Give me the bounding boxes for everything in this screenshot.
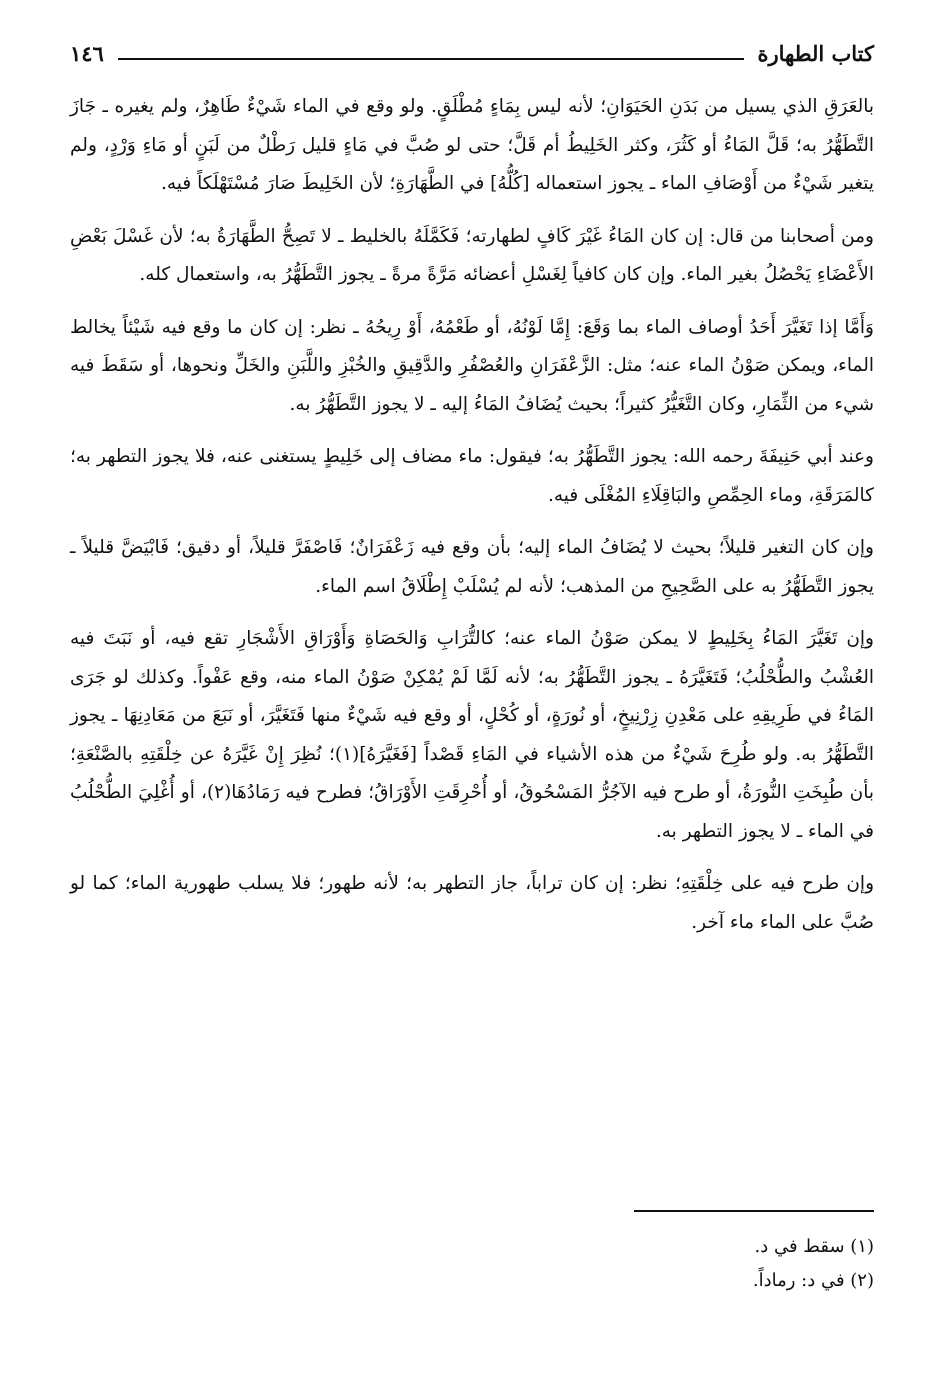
header-rule bbox=[118, 58, 744, 60]
footnotes bbox=[753, 1230, 874, 1298]
footnote: (٢) في د: رماداً. bbox=[752, 1270, 874, 1291]
page-header bbox=[70, 36, 874, 70]
paragraph: وإن كان التغير قليلاً؛ بحيث لا يُضَافُ الماء إليه؛ بأن وقع فيه زَعْفَرَانٌ؛ فَاصْفَرَّ قليلاً، أو دقيق؛ فَابْيَضَّ قليلاً ـ يجوز التَّطَهُّرُ به على الصَّحِيحِ من المذهب؛ لأنه لم يُسْلَبْ إِطْلَاقُ اسم الماء. bbox=[70, 537, 874, 597]
paragraph: وإن تَغَيَّرَ المَاءُ بِخَلِيطٍ لا يمكن صَوْنُ الماء عنه؛ كالتُّرَابِ وَالحَصَاةِ وَأَوْرَاقِ الأَشْجَارِ تقع فيه، أو نَبَتَ فيه العُشْبُ والطُّحْلُبُ؛ فَتَغَيَّرَهُ ـ يجوز التَّطَهُّرُ به؛ لأنه لَمَّا لَمْ يُمْكِنْ صَوْنُ الماء منه، وقع عَفْواً. وكذلك لو جَرَى المَاءُ في طَرِيقِهِ على مَعْدِنِ زِرْنِيخٍ، أو نُورَةٍ، أو كُحْلٍ، أو وقع فيه شَيْءٌ منها فَتَغَيَّرَ، أو نَبَعَ من مَعَادِنِهَا ـ يجوز التَّطَهُّرُ به. ولو طُرِحَ شَيْءٌ من هذه الأشياء في المَاءِ قَصْداً [فَغَيَّرَهُ](١)؛ نُظِرَ إِنْ غَيَّرَهُ عن خِلْقَتِهِ بالصَّنْعَةِ؛ بأن طُبِخَتِ النُّورَةُ، أو طرح فيه الآجُرُّ المَسْحُوقُ، أو أُحْرِقَتِ الأَوْرَاقُ؛ فطرح فيه رَمَادُهَا(٢)، أو أُغْلِيَ الطُّحْلُبُ في الماء ـ لا يجوز التطهر به. bbox=[70, 628, 874, 842]
paragraph: بالعَرَقِ الذي يسيل من بَدَنِ الحَيَوَانِ؛ لأنه ليس بِمَاءٍ مُطْلَقٍ. ولو وقع في الماء شَيْءٌ طَاهِرٌ، ولم يغيره ـ جَازَ التَّطَهُّرُ به؛ قَلَّ المَاءُ أو كَثُرَ، وكثر الخَلِيطُ أم قَلَّ؛ حتى لو صُبَّ في مَاءٍ قليل رَطْلٌ من لَبَنٍ أو مَاءِ وَرْدٍ، ولم يتغير شَيْءٌ من أَوْصَافِ الماء ـ يجوز استعماله [كُلُّهُ] في الطَّهَارَةِ؛ لأن الخَلِيطَ صَارَ مُسْتَهْلَكاً فيه. bbox=[70, 96, 874, 194]
paragraph: وعند أبي حَنِيفَةَ رحمه الله: يجوز التَّطَهُّرُ به؛ فيقول: ماء مضاف إلى خَلِيطٍ يستغنى عنه، فلا يجوز التطهر به؛ كالمَرَقَةِ، وماء الحِمِّصِ والبَاقِلَاءِ المُغْلَى فيه. bbox=[70, 446, 874, 506]
footnote: (١) سقط في د. bbox=[754, 1236, 874, 1257]
paragraph: وَأَمَّا إذا تَغَيَّرَ أَحَدُ أوصاف الماء بما وَقَعَ: إِمَّا لَوْنُهُ، أو طَعْمُهُ، أَوْ رِيحُهُ ـ نظر: إن كان ما وقع فيه شَيْئاً يخالط الماء، ويمكن صَوْنُ الماء عنه؛ مثل: الزَّعْفَرَانِ والعُصْفُرِ والدَّقِيقِ والخُبْزِ واللَّبَنِ والخَلِّ ونحوها، أو سَقَطَ فيه شيء من الثِّمَارِ، وكان التَّغَيُّرُ كثيراً؛ بحيث يُضَافُ المَاءُ إليه ـ لا يجوز التَّطَهُّرُ به. bbox=[70, 316, 874, 415]
book-page bbox=[70, 36, 874, 1334]
main-text bbox=[70, 88, 874, 942]
paragraph: ومن أصحابنا من قال: إن كان المَاءُ غَيْرَ كَافٍ لطهارته؛ فَكَمَّلَهُ بالخليط ـ لا تَصِحُّ الطَّهَارَةُ به؛ لأن غَسْلَ بَعْضِ الأَعْضَاءِ يَحْصُلُ بغير الماء. وإن كان كافياً لِغَسْلِ أعضائه مَرَّةً مرةً ـ يجوز التَّطَهُّرُ به، واستعمال كله. bbox=[70, 225, 874, 285]
paragraph: وإن طرح فيه على خِلْقَتِهِ؛ نظر: إن كان تراباً، جاز التطهر به؛ لأنه طهور؛ فلا يسلب طهورية الماء؛ كما لو صُبَّ على الماء ماء آخر. bbox=[70, 873, 874, 933]
running-title: كتاب الطهارة bbox=[757, 40, 874, 66]
page-number: ١٤٦ bbox=[70, 40, 104, 66]
footnote-separator bbox=[634, 1210, 874, 1212]
